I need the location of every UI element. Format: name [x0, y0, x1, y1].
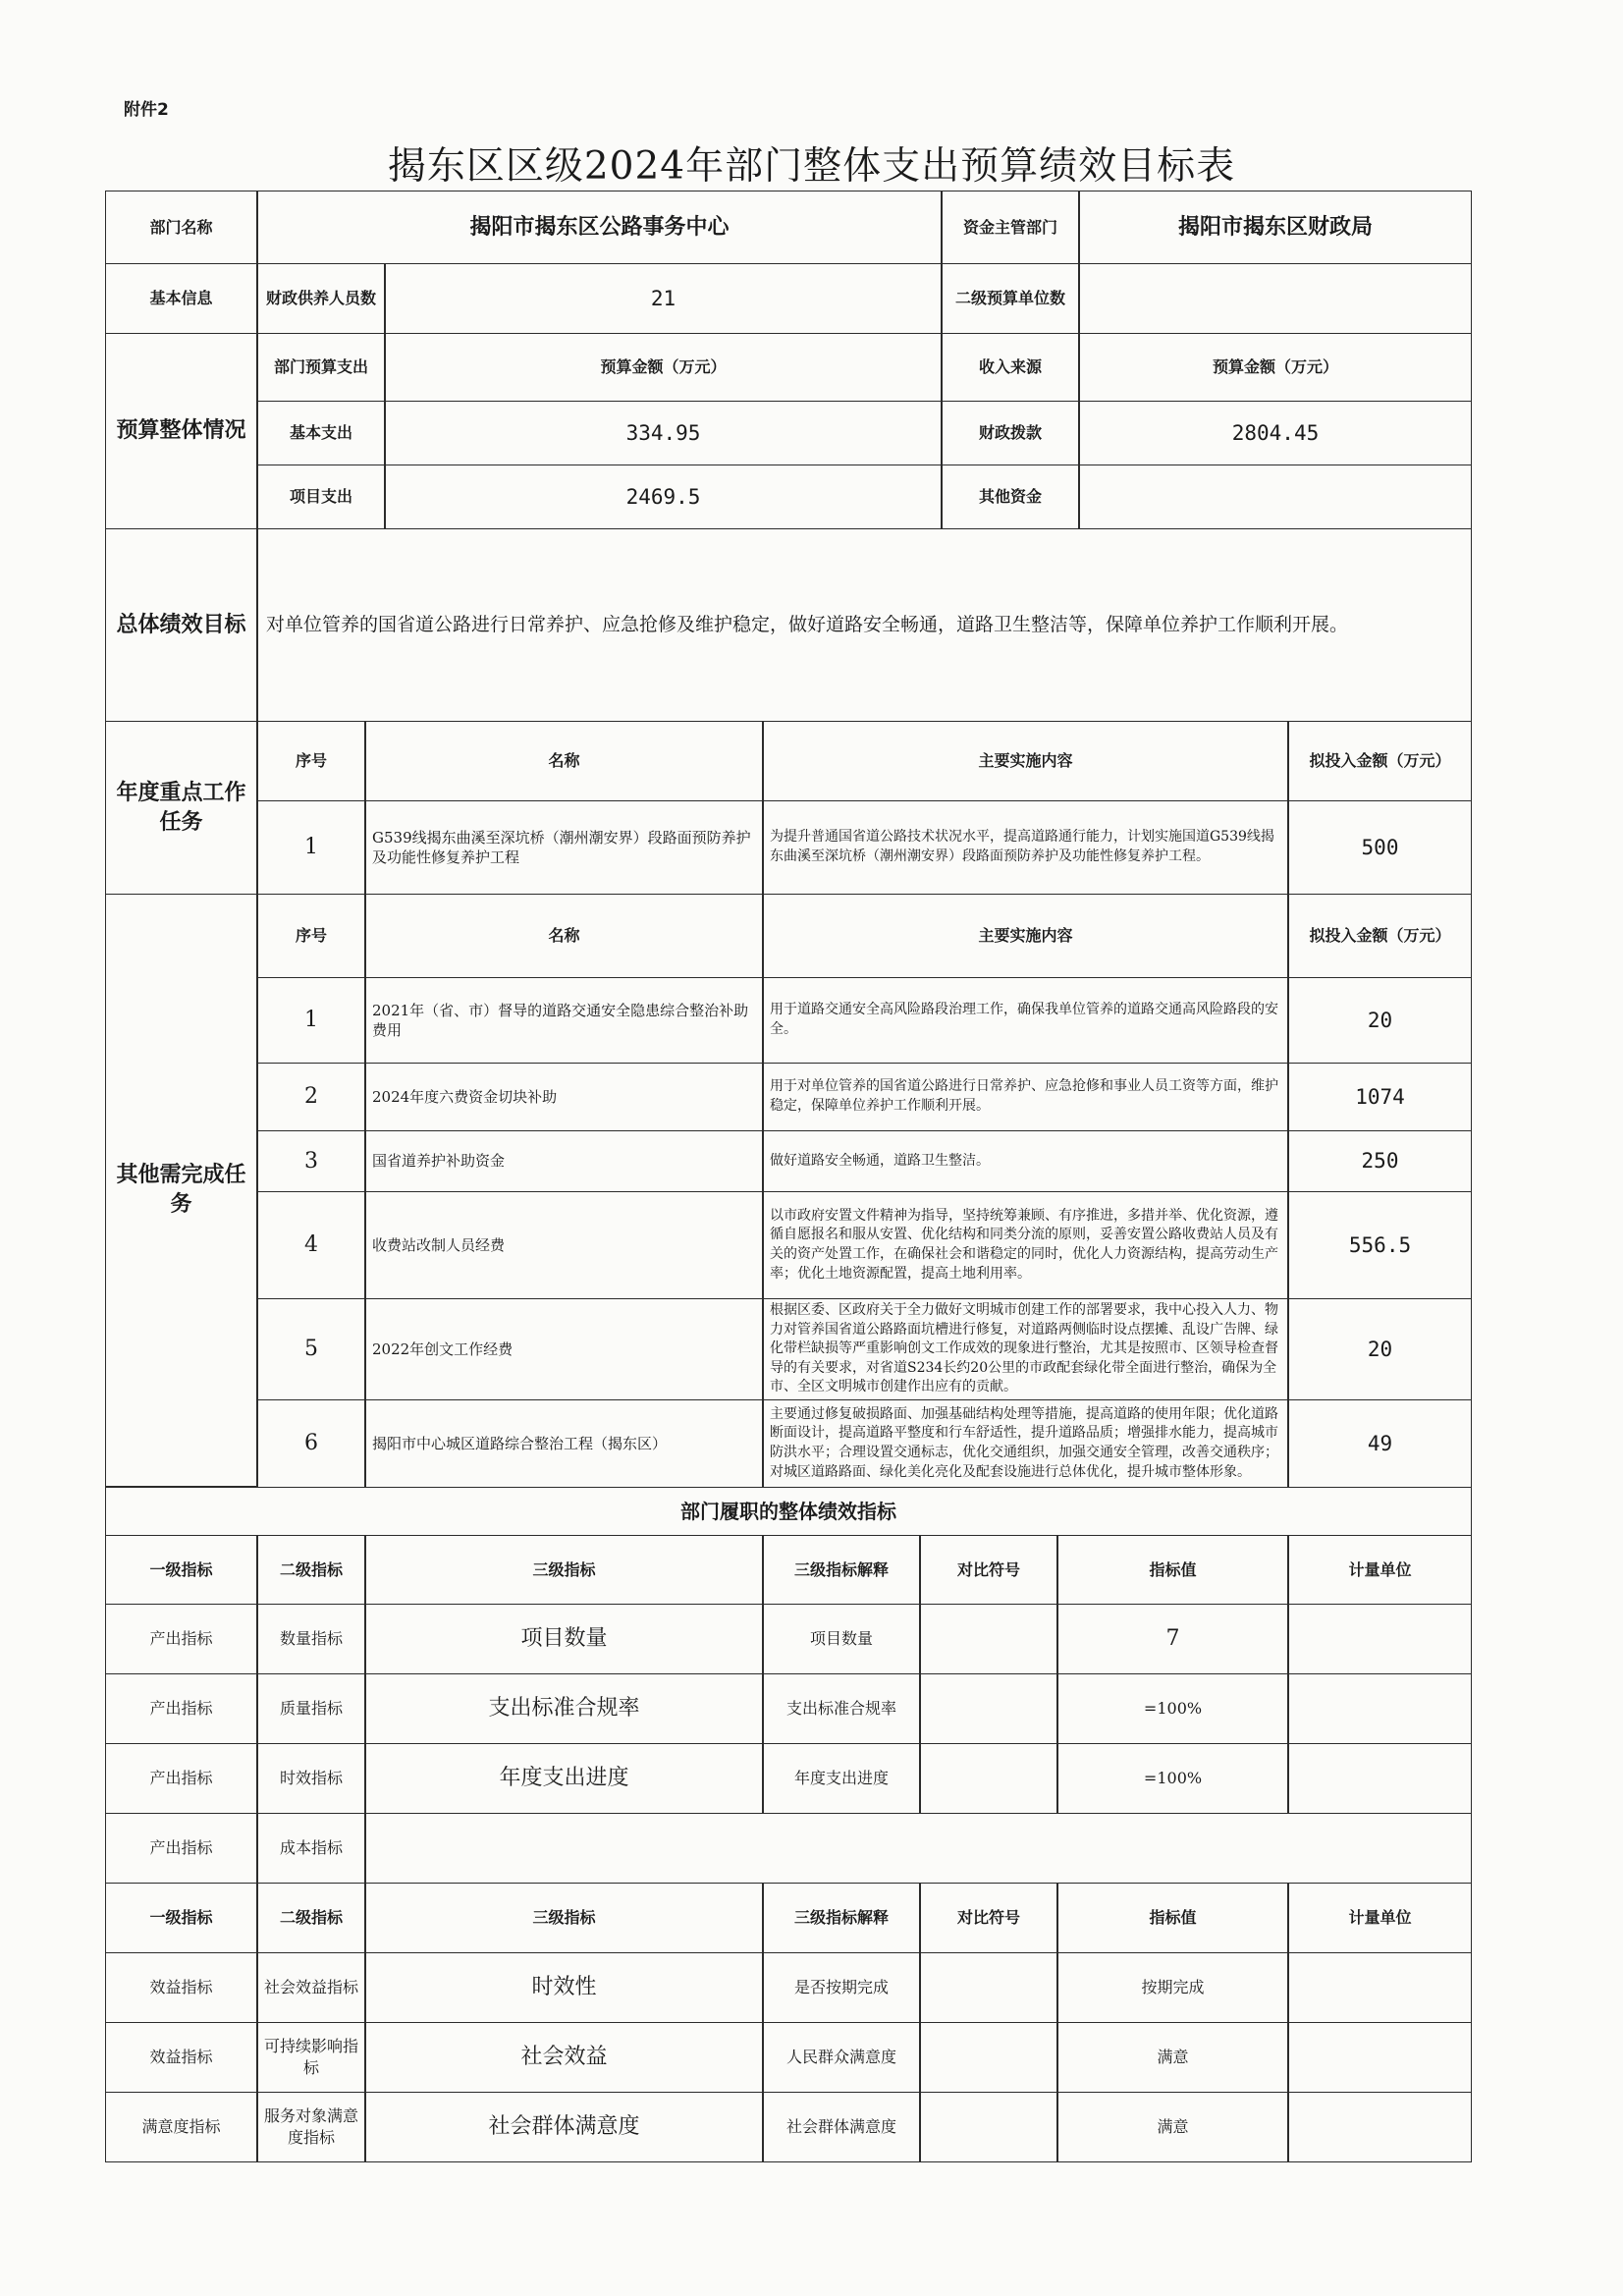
project-expense-label: 项目支出 — [257, 465, 385, 529]
fiscal-value: 2804.45 — [1079, 401, 1472, 465]
project-expense-value: 2469.5 — [385, 465, 942, 529]
basic-info-label: 基本信息 — [105, 263, 257, 334]
sub-unit-label: 二级预算单位数 — [942, 263, 1079, 334]
goal-text: 对单位管养的国省道公路进行日常养护、应急抢修及维护稳定，做好道路安全畅通，道路卫生整洁等，保障单位养护工作顺利开展。 — [257, 528, 1472, 722]
other-row-content: 用于对单位管养的国省道公路进行日常养护、应急抢修和事业人员工资等方面，维护稳定，保障单位养护工作顺利开展。 — [763, 1063, 1288, 1131]
ind-header-l3: 三级指标 — [365, 1535, 763, 1605]
ind-l1: 产出指标 — [105, 1813, 257, 1884]
dept-label: 部门名称 — [105, 191, 257, 264]
ind-l1: 产出指标 — [105, 1673, 257, 1744]
sub-unit-value — [1079, 263, 1472, 334]
ind-header-value: 指标值 — [1057, 1535, 1288, 1605]
ind-value: 按期完成 — [1057, 1952, 1288, 2023]
basic-expense-value: 334.95 — [385, 401, 942, 465]
other-row-amount: 556.5 — [1288, 1191, 1472, 1299]
other-row-content: 做好道路安全畅通，道路卫生整洁。 — [763, 1130, 1288, 1192]
ind-l1: 产出指标 — [105, 1604, 257, 1674]
ind-header-l2: 二级指标 — [257, 1535, 365, 1605]
ind-symbol — [920, 1604, 1057, 1674]
ind-explain: 支出标准合规率 — [763, 1673, 920, 1744]
ind-unit — [1288, 1743, 1472, 1814]
key-col-content: 主要实施内容 — [763, 721, 1288, 801]
other-row-amount: 20 — [1288, 977, 1472, 1064]
ind-header-value: 指标值 — [1057, 1883, 1288, 1953]
indicators-section-title: 部门履职的整体绩效指标 — [105, 1487, 1472, 1536]
other-fund-value — [1079, 465, 1472, 529]
key-row-name: G539线揭东曲溪至深坑桥（潮州潮安界）段路面预防养护及功能性修复养护工程 — [365, 800, 763, 895]
ind-l2: 质量指标 — [257, 1673, 365, 1744]
key-row-content: 为提升普通国省道公路技术状况水平，提高道路通行能力，计划实施国道G539线揭东曲溪至深坑桥（潮州潮安界）段路面预防养护及功能性修复养护工程。 — [763, 800, 1288, 895]
goal-label: 总体绩效目标 — [105, 528, 257, 722]
ind-header-l1: 一级指标 — [105, 1535, 257, 1605]
ind-header-l2: 二级指标 — [257, 1883, 365, 1953]
other-row-content: 主要通过修复破损路面、加强基础结构处理等措施，提高道路的使用年限；优化道路断面设计，提高道路平整度和行车舒适性，提升道路品质；增强排水能力，提高城市防洪水平；合理设置交通标志，优化交通组织，加强交通安全管理，改善交通秩序；对城区道路路面、绿化美化亮化及配套设施进行总体优化，提升城市整体形象。 — [763, 1399, 1288, 1488]
other-row-name: 2024年度六费资金切块补助 — [365, 1063, 763, 1131]
attachment-label: 附件2 — [124, 100, 169, 120]
ind-value: 满意 — [1057, 2022, 1288, 2093]
staff-value: 21 — [385, 263, 942, 334]
other-col-amount: 拟投入金额（万元） — [1288, 894, 1472, 978]
ind-l1: 效益指标 — [105, 2022, 257, 2093]
ind-header-unit: 计量单位 — [1288, 1535, 1472, 1605]
ind-explain: 年度支出进度 — [763, 1743, 920, 1814]
ind-explain: 社会群体满意度 — [763, 2092, 920, 2162]
other-row-content: 根据区委、区政府关于全力做好文明城市创建工作的部署要求，我中心投入人力、物力对管养国省道公路路面坑槽进行修复，对道路两侧临时设点摆摊、乱设广告牌、绿化带栏缺损等严重影响创文工作成效的现象进行整治，尤其是按照市、区领导检查督导的有关要求，对省道S234长约20公里的市政配套绿化带全面进行整治，确保为全市、全区文明城市创建作出应有的贡献。 — [763, 1298, 1288, 1400]
other-fund-label: 其他资金 — [942, 465, 1079, 529]
ind-unit — [1288, 1673, 1472, 1744]
other-col-content: 主要实施内容 — [763, 894, 1288, 978]
ind-explain: 人民群众满意度 — [763, 2022, 920, 2093]
ind-header-explain: 三级指标解释 — [763, 1535, 920, 1605]
key-row-amount: 500 — [1288, 800, 1472, 895]
ind-l1: 满意度指标 — [105, 2092, 257, 2162]
other-row-amount: 1074 — [1288, 1063, 1472, 1131]
ind-l2: 可持续影响指标 — [257, 2022, 365, 2093]
ind-l3: 社会效益 — [365, 2022, 763, 2093]
ind-header-l3: 三级指标 — [365, 1883, 763, 1953]
income-amount-label: 预算金额（万元） — [1079, 333, 1472, 402]
supervisor-value: 揭阳市揭东区财政局 — [1079, 191, 1472, 264]
key-col-amount: 拟投入金额（万元） — [1288, 721, 1472, 801]
other-col-no: 序号 — [257, 894, 365, 978]
other-row-no: 6 — [257, 1399, 365, 1488]
other-row-no: 5 — [257, 1298, 365, 1400]
basic-expense-label: 基本支出 — [257, 401, 385, 465]
ind-symbol — [920, 1743, 1057, 1814]
page-title: 揭东区区级2024年部门整体支出预算绩效目标表 — [387, 144, 1236, 189]
budget-table — [105, 191, 1472, 2150]
ind-unit — [1288, 1952, 1472, 2023]
ind-unit — [1288, 1604, 1472, 1674]
ind-l3: 社会群体满意度 — [365, 2092, 763, 2162]
ind-value: 7 — [1057, 1604, 1288, 1674]
dept-value: 揭阳市揭东区公路事务中心 — [257, 191, 942, 264]
ind-l3 — [365, 1813, 1472, 1884]
ind-header-explain: 三级指标解释 — [763, 1883, 920, 1953]
ind-value: 满意 — [1057, 2092, 1288, 2162]
income-label: 收入来源 — [942, 333, 1079, 402]
ind-symbol — [920, 1673, 1057, 1744]
ind-l2: 服务对象满意度指标 — [257, 2092, 365, 2162]
key-row-no: 1 — [257, 800, 365, 895]
other-row-amount: 20 — [1288, 1298, 1472, 1400]
ind-unit — [1288, 2092, 1472, 2162]
ind-l2: 成本指标 — [257, 1813, 365, 1884]
other-tasks-label: 其他需完成任务 — [105, 894, 257, 1487]
ind-symbol — [920, 1952, 1057, 2023]
other-row-amount: 49 — [1288, 1399, 1472, 1488]
ind-header-symbol: 对比符号 — [920, 1883, 1057, 1953]
ind-symbol — [920, 2022, 1057, 2093]
other-row-name: 收费站改制人员经费 — [365, 1191, 763, 1299]
staff-label: 财政供养人员数 — [257, 263, 385, 334]
ind-l2: 社会效益指标 — [257, 1952, 365, 2023]
other-row-content: 以市政府安置文件精神为指导，坚持统筹兼顾、有序推进，多措并举、优化资源，遵循自愿报名和服从安置、优化结构和同类分流的原则，妥善安置公路收费站人员及有关的资产处置工作，在确保社会和谐稳定的同时，优化人力资源结构，提高劳动生产率；优化土地资源配置，提高土地利用率。 — [763, 1191, 1288, 1299]
other-row-no: 2 — [257, 1063, 365, 1131]
other-row-no: 4 — [257, 1191, 365, 1299]
ind-l2: 时效指标 — [257, 1743, 365, 1814]
other-row-name: 2022年创文工作经费 — [365, 1298, 763, 1400]
fiscal-label: 财政拨款 — [942, 401, 1079, 465]
expense-label: 部门预算支出 — [257, 333, 385, 402]
other-row-no: 1 — [257, 977, 365, 1064]
ind-value: =100% — [1057, 1673, 1288, 1744]
key-col-no: 序号 — [257, 721, 365, 801]
ind-unit — [1288, 2022, 1472, 2093]
ind-l1: 效益指标 — [105, 1952, 257, 2023]
other-row-no: 3 — [257, 1130, 365, 1192]
ind-l3: 支出标准合规率 — [365, 1673, 763, 1744]
ind-header-unit: 计量单位 — [1288, 1883, 1472, 1953]
other-col-name: 名称 — [365, 894, 763, 978]
ind-l3: 时效性 — [365, 1952, 763, 2023]
ind-l2: 数量指标 — [257, 1604, 365, 1674]
supervisor-label: 资金主管部门 — [942, 191, 1079, 264]
ind-explain: 项目数量 — [763, 1604, 920, 1674]
ind-value: =100% — [1057, 1743, 1288, 1814]
other-row-name: 2021年（省、市）督导的道路交通安全隐患综合整治补助费用 — [365, 977, 763, 1064]
amount-label: 预算金额（万元） — [385, 333, 942, 402]
other-row-amount: 250 — [1288, 1130, 1472, 1192]
other-row-content: 用于道路交通安全高风险路段治理工作，确保我单位管养的道路交通高风险路段的安全。 — [763, 977, 1288, 1064]
ind-l3: 年度支出进度 — [365, 1743, 763, 1814]
ind-header-symbol: 对比符号 — [920, 1535, 1057, 1605]
other-row-name: 国省道养护补助资金 — [365, 1130, 763, 1192]
ind-l1: 产出指标 — [105, 1743, 257, 1814]
ind-l3: 项目数量 — [365, 1604, 763, 1674]
key-col-name: 名称 — [365, 721, 763, 801]
other-row-name: 揭阳市中心城区道路综合整治工程（揭东区） — [365, 1399, 763, 1488]
budget-section-label: 预算整体情况 — [105, 333, 257, 529]
key-tasks-label: 年度重点工作任务 — [105, 721, 257, 895]
ind-explain: 是否按期完成 — [763, 1952, 920, 2023]
ind-symbol — [920, 2092, 1057, 2162]
ind-header-l1: 一级指标 — [105, 1883, 257, 1953]
